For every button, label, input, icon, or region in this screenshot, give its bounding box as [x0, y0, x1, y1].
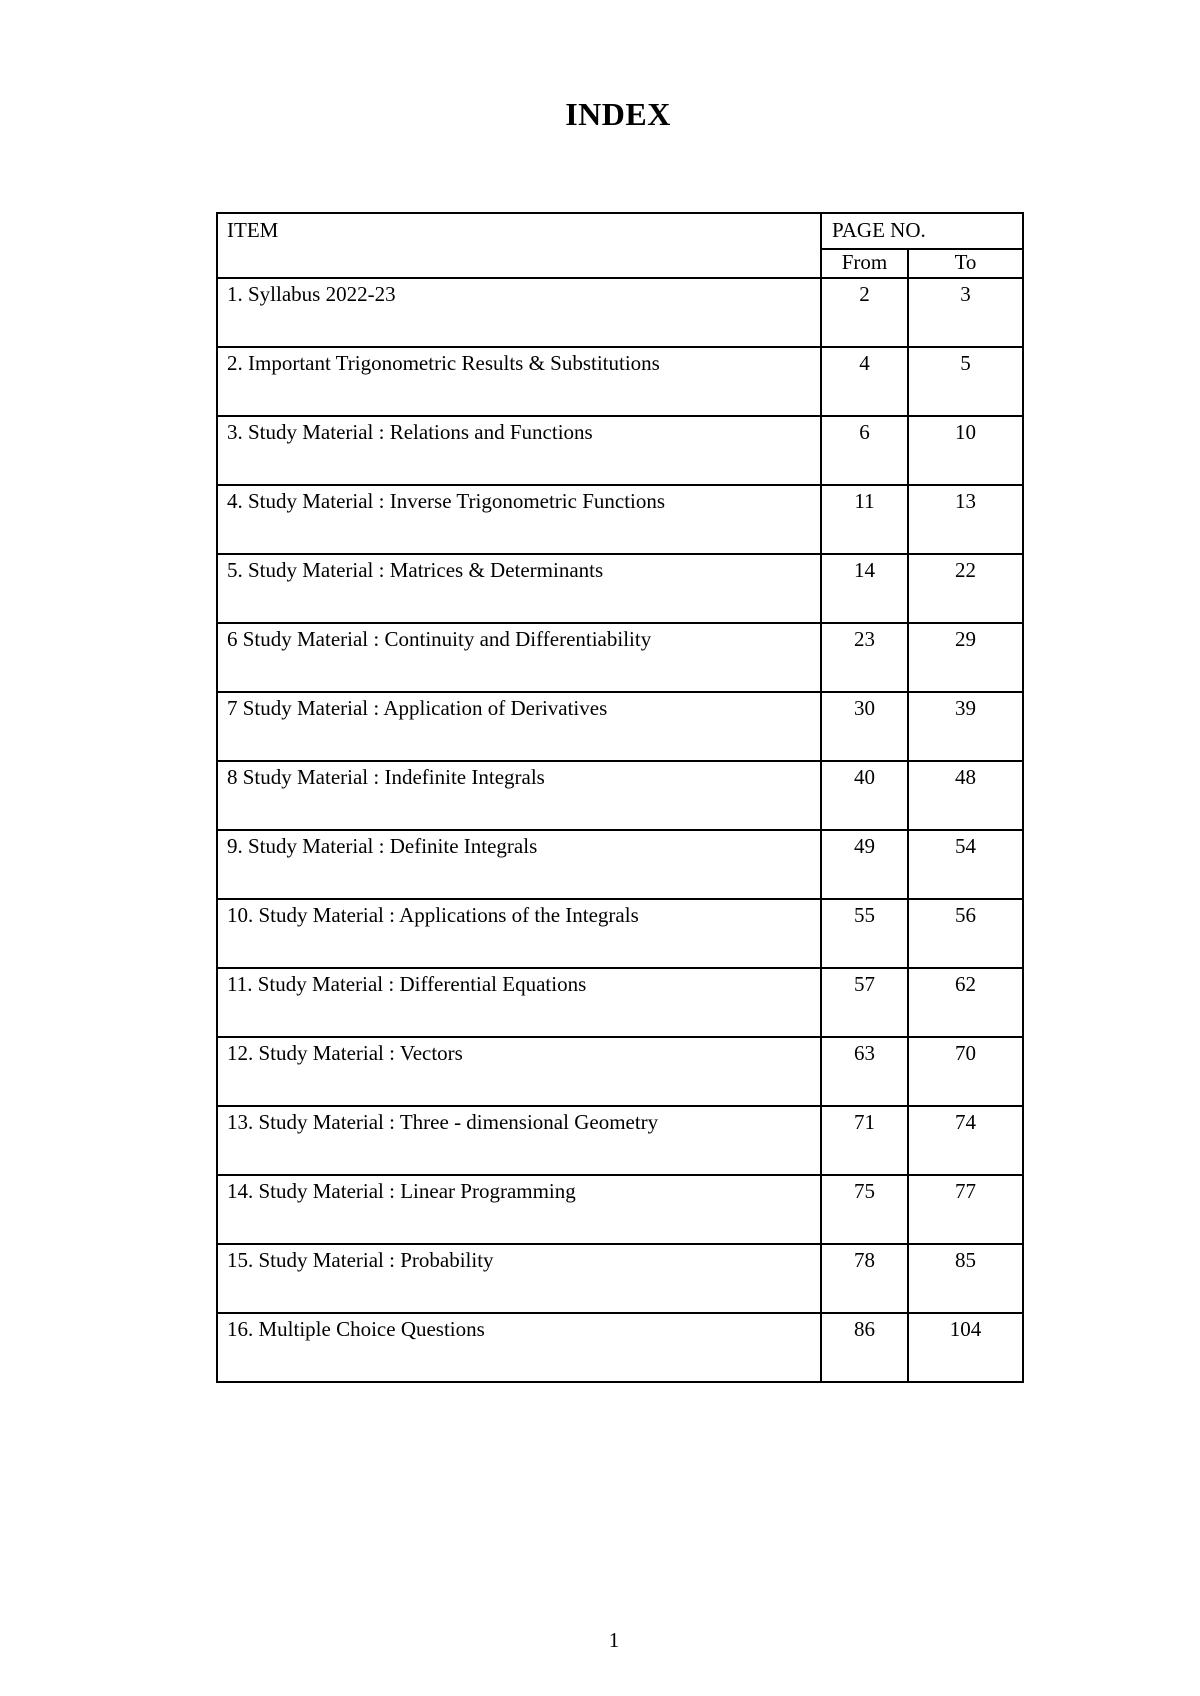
row-page-to: 3 [908, 278, 1023, 347]
row-page-from: 30 [821, 692, 908, 761]
row-page-from: 6 [821, 416, 908, 485]
page-number: 1 [608, 1628, 620, 1652]
table-header-row [217, 213, 1023, 249]
row-page-from: 63 [821, 1037, 908, 1106]
row-page-from: 55 [821, 899, 908, 968]
index-table [216, 212, 1024, 1383]
row-page-from: 86 [821, 1313, 908, 1382]
row-page-to: 62 [908, 968, 1023, 1037]
item-column-header: ITEM [217, 213, 821, 278]
table-row [217, 1244, 1023, 1313]
table-row [217, 761, 1023, 830]
table-row [217, 1313, 1023, 1382]
row-item-label: 10. Study Material : Applications of the Integrals [217, 899, 821, 968]
table-row [217, 485, 1023, 554]
row-page-to: 10 [908, 416, 1023, 485]
row-item-label: 9. Study Material : Definite Integrals [217, 830, 821, 899]
row-item-label: 8 Study Material : Indefinite Integrals [217, 761, 821, 830]
row-page-from: 75 [821, 1175, 908, 1244]
row-item-label: 4. Study Material : Inverse Trigonometric Functions [217, 485, 821, 554]
table-row [217, 1037, 1023, 1106]
row-page-to: 29 [908, 623, 1023, 692]
table-row [217, 1175, 1023, 1244]
table-row [217, 830, 1023, 899]
table-row [217, 347, 1023, 416]
row-item-label: 7 Study Material : Application of Derivatives [217, 692, 821, 761]
table-row [217, 554, 1023, 623]
from-column-header: From [821, 249, 908, 278]
row-page-from: 23 [821, 623, 908, 692]
table-row [217, 899, 1023, 968]
row-page-from: 14 [821, 554, 908, 623]
row-page-to: 77 [908, 1175, 1023, 1244]
row-item-label: 6 Study Material : Continuity and Differentiability [217, 623, 821, 692]
row-item-label: 2. Important Trigonometric Results & Substitutions [217, 347, 821, 416]
row-page-from: 49 [821, 830, 908, 899]
row-page-to: 54 [908, 830, 1023, 899]
row-page-to: 48 [908, 761, 1023, 830]
row-page-to: 13 [908, 485, 1023, 554]
row-page-from: 78 [821, 1244, 908, 1313]
to-column-header: To [908, 249, 1023, 278]
row-item-label: 14. Study Material : Linear Programming [217, 1175, 821, 1244]
row-page-from: 57 [821, 968, 908, 1037]
row-item-label: 3. Study Material : Relations and Functions [217, 416, 821, 485]
row-page-from: 11 [821, 485, 908, 554]
row-page-from: 2 [821, 278, 908, 347]
row-page-to: 70 [908, 1037, 1023, 1106]
table-row [217, 1106, 1023, 1175]
row-item-label: 16. Multiple Choice Questions [217, 1313, 821, 1382]
row-page-to: 5 [908, 347, 1023, 416]
row-item-label: 5. Study Material : Matrices & Determinants [217, 554, 821, 623]
row-page-to: 22 [908, 554, 1023, 623]
table-row [217, 692, 1023, 761]
table-row [217, 623, 1023, 692]
row-item-label: 15. Study Material : Probability [217, 1244, 821, 1313]
row-page-from: 71 [821, 1106, 908, 1175]
row-item-label: 11. Study Material : Differential Equations [217, 968, 821, 1037]
row-page-to: 85 [908, 1244, 1023, 1313]
table-row [217, 278, 1023, 347]
page-title: INDEX [565, 96, 671, 132]
page-no-column-header: PAGE NO. [821, 213, 1023, 249]
row-item-label: 12. Study Material : Vectors [217, 1037, 821, 1106]
row-item-label: 1. Syllabus 2022-23 [217, 278, 821, 347]
row-item-label: 13. Study Material : Three - dimensional Geometry [217, 1106, 821, 1175]
row-page-from: 40 [821, 761, 908, 830]
row-page-from: 4 [821, 347, 908, 416]
table-row [217, 968, 1023, 1037]
table-row [217, 416, 1023, 485]
row-page-to: 74 [908, 1106, 1023, 1175]
row-page-to: 56 [908, 899, 1023, 968]
row-page-to: 104 [908, 1313, 1023, 1382]
row-page-to: 39 [908, 692, 1023, 761]
